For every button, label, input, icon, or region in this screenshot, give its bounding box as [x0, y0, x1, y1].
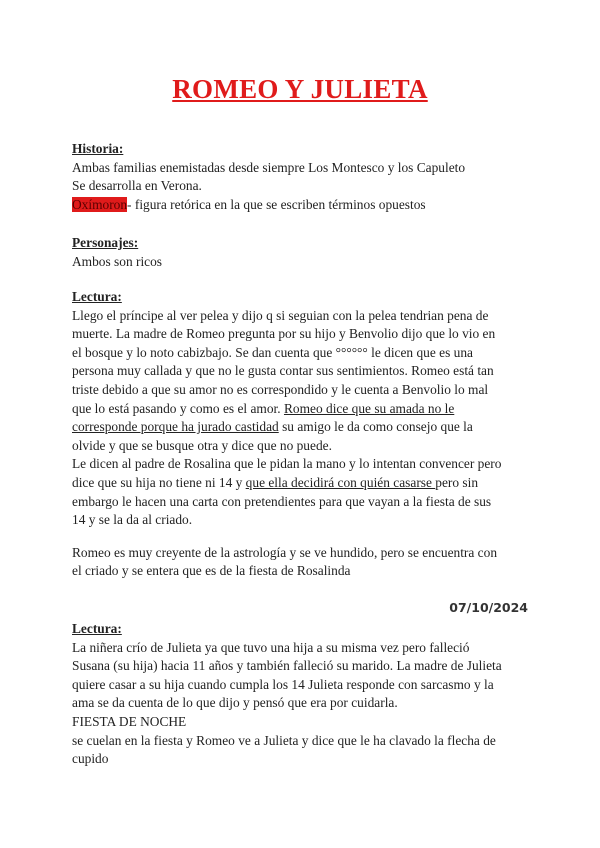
lectura1-line-10-end: pero sin	[435, 474, 479, 490]
lectura1-line-10	[72, 474, 532, 493]
lectura1-line-6	[72, 400, 532, 419]
lectura1-line-3: el bosque y lo noto cabizbajo. Se dan cuenta que °°°°°° le dicen que es una	[72, 344, 473, 360]
historia-section	[72, 140, 532, 214]
lectura1-line-2: muerte. La madre de Romeo pregunta por su hijo y Benvolio dijo que lo vio en	[72, 326, 496, 342]
lectura1-p2-line-2: el criado y se entera que es de la fiesta de Rosalinda	[72, 563, 351, 579]
lectura-section-1	[72, 288, 532, 581]
underlined-phrase-casarse: que ella decidirá con quién casarse	[245, 474, 436, 490]
historia-line-3	[72, 196, 532, 215]
lectura1-line-12: 14 y se la da al criado.	[72, 512, 193, 528]
lectura2-line-4: ama se da cuenta de lo que dijo y pensó que era por cuidarla.	[72, 695, 398, 711]
lectura2-line-7: cupido	[72, 751, 109, 767]
page-title: ROMEO Y JULIETA	[172, 74, 428, 104]
lectura1-line-7-text: su amigo le da como consejo que la	[278, 419, 473, 435]
oxymoron-highlight: Oxímoron	[72, 196, 128, 212]
underlined-phrase-castidad: corresponde porque ha jurado castidad	[72, 419, 279, 435]
lectura1-line-1: Llego el príncipe al ver pelea y dijo q si seguian con la pelea tendrian pena de	[72, 307, 489, 323]
underlined-phrase-romeo: Romeo dice que su amada no le	[283, 400, 455, 416]
personajes-line-1: Ambos son ricos	[72, 253, 163, 269]
historia-heading: Historia:	[72, 141, 124, 156]
lectura1-line-7	[72, 418, 532, 437]
lectura2-line-5: FIESTA DE NOCHE	[72, 713, 187, 729]
lectura2-line-6: se cuelan en la fiesta y Romeo ve a Julieta y dice que le ha clavado la flecha de	[72, 732, 496, 748]
lectura1-line-10-text: dice que su hija no tiene ni 14 y	[72, 474, 246, 490]
lectura-heading-1: Lectura:	[72, 289, 122, 304]
historia-line-1: Ambas familias enemistadas desde siempre Los Montesco y los Capuleto	[72, 159, 466, 175]
personajes-section	[72, 234, 532, 271]
personajes-heading: Personajes:	[72, 235, 139, 250]
entry-date: 07/10/2024	[449, 600, 528, 615]
lectura-section-2	[72, 620, 532, 769]
oxymoron-definition: - figura retórica en la que se escriben términos opuestos	[127, 196, 426, 212]
lectura1-line-4: persona muy callada y que no le gusta contar sus sentimientos. Romeo está tan	[72, 363, 494, 379]
lectura1-line-8: olvide y que se busque otra y dice que no puede.	[72, 437, 332, 453]
historia-line-2: Se desarrolla en Verona.	[72, 178, 202, 194]
lectura2-line-2: Susana (su hija) hacia 11 años y también falleció su marido. La madre de Julieta	[72, 658, 502, 674]
paragraph-gap	[72, 530, 532, 544]
lectura2-line-1: La niñera crío de Julieta ya que tuvo una hija a su misma vez pero falleció	[72, 639, 470, 655]
lectura1-p2-line-1: Romeo es muy creyente de la astrología y se ve hundido, pero se encuentra con	[72, 544, 498, 560]
lectura1-line-5: triste debido a que su amor no es correspondido y le cuenta a Benvolio lo mal	[72, 381, 489, 397]
lectura1-line-11: embargo le hacen una carta con pretendientes para que vayan a la fiesta de sus	[72, 493, 492, 509]
lectura1-line-9: Le dicen al padre de Rosalina que le pidan la mano y lo intentan convencer pero	[72, 456, 502, 472]
lectura2-line-3: quiere casar a su hija cuando cumpla los 14 Julieta responde con sarcasmo y la	[72, 676, 494, 692]
lectura-heading-2: Lectura:	[72, 621, 122, 636]
lectura1-line-6-text: que lo está pasando y como es el amor.	[72, 400, 284, 416]
